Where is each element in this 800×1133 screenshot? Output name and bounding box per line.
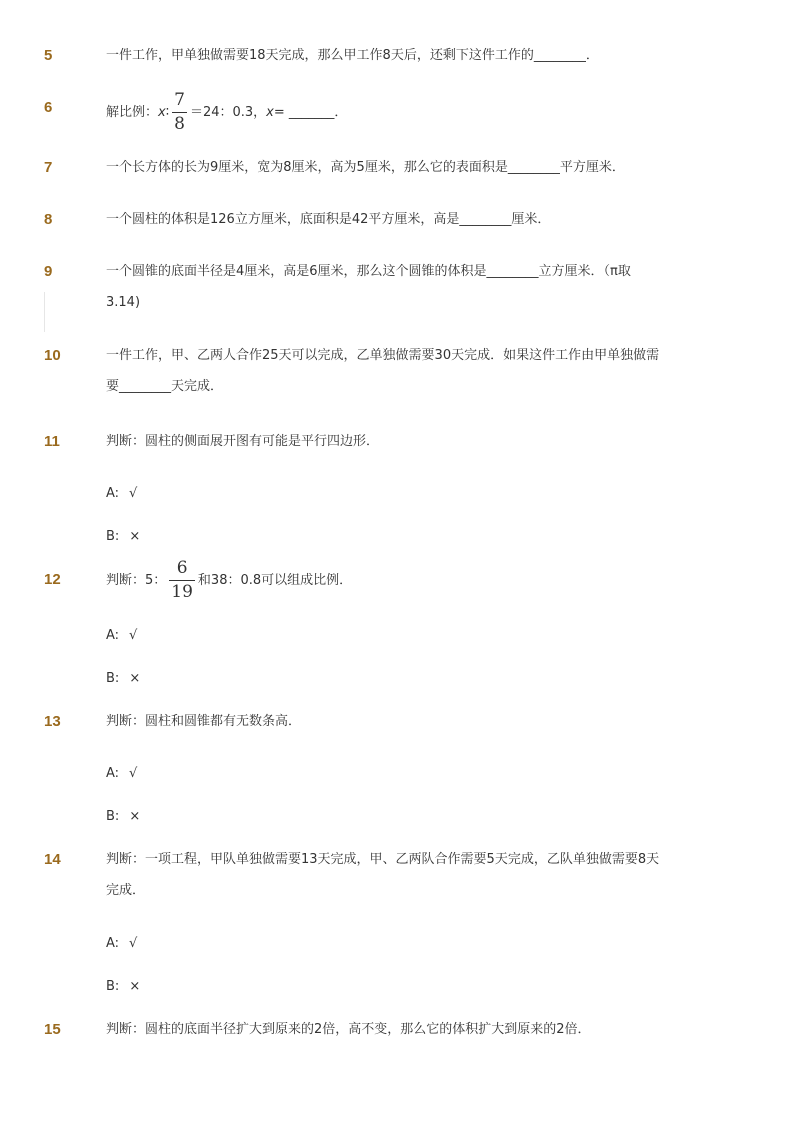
question-number: 7 bbox=[44, 159, 53, 176]
question-number: 10 bbox=[44, 347, 61, 364]
question-number: 11 bbox=[44, 433, 60, 450]
question-line: 判断：一项工程，甲队单独做需要13天完成，甲、乙两队合作需要5天完成，乙队单独做需要8天 bbox=[106, 852, 660, 867]
cross-mark: × bbox=[129, 671, 141, 686]
question-text: 判断：圆柱和圆锥都有无数条高． bbox=[106, 714, 302, 729]
option-b[interactable] bbox=[106, 527, 140, 547]
check-mark: √ bbox=[129, 628, 138, 643]
check-mark: √ bbox=[129, 936, 138, 951]
check-mark: √ bbox=[129, 766, 138, 781]
option-a[interactable] bbox=[106, 934, 137, 954]
option-b[interactable] bbox=[106, 669, 140, 689]
option-label: B: bbox=[106, 979, 120, 994]
option-a[interactable] bbox=[106, 764, 137, 784]
question-line: 要________天完成． bbox=[106, 379, 224, 394]
option-a[interactable] bbox=[106, 484, 137, 504]
question-text: 一个长方体的长为9厘米，宽为8厘米，高为5厘米，那么它的表面积是________平方厘米． bbox=[106, 160, 625, 175]
question-suffix: 和38：0.8可以组成比例． bbox=[197, 573, 353, 588]
question-number: 15 bbox=[44, 1021, 61, 1038]
question-prefix: 解比例： bbox=[106, 105, 159, 120]
fraction-denominator: 19 bbox=[171, 582, 193, 602]
question-number: 12 bbox=[44, 571, 61, 588]
question-line: 一个圆锥的底面半径是4厘米，高是6厘米，那么这个圆锥的体积是________立方厘米．（π取 bbox=[106, 264, 631, 279]
fraction-numerator: 7 bbox=[172, 92, 187, 113]
question-text: 判断：圆柱的底面半径扩大到原来的2倍，高不变，那么它的体积扩大到原来的2倍． bbox=[106, 1022, 591, 1037]
answer-blank: = _______． bbox=[273, 105, 348, 120]
cross-mark: × bbox=[129, 529, 141, 544]
option-label: A: bbox=[106, 766, 120, 781]
question-line: 完成． bbox=[106, 883, 146, 898]
option-label: A: bbox=[106, 936, 120, 951]
fraction bbox=[172, 92, 187, 133]
fraction bbox=[169, 560, 195, 601]
question-line: 一件工作，甲、乙两人合作25天可以完成，乙单独做需要30天完成．如果这件工作由甲单独做需 bbox=[106, 348, 660, 363]
question-text bbox=[106, 340, 716, 402]
option-b[interactable] bbox=[106, 807, 140, 827]
question-prefix: 判断：5： bbox=[106, 573, 167, 588]
fraction-numerator: 6 bbox=[169, 560, 195, 581]
option-label: B: bbox=[106, 671, 120, 686]
option-b[interactable] bbox=[106, 977, 140, 997]
cross-mark: × bbox=[129, 979, 141, 994]
variable-x: x bbox=[266, 105, 274, 120]
option-label: A: bbox=[106, 486, 120, 501]
cross-mark: × bbox=[129, 809, 141, 824]
option-a[interactable] bbox=[106, 626, 137, 646]
question-text bbox=[106, 844, 716, 906]
question-number: 8 bbox=[44, 211, 53, 228]
question-number: 14 bbox=[44, 851, 61, 868]
ratio-colon: ∶ bbox=[165, 105, 170, 120]
question-number: 13 bbox=[44, 713, 61, 730]
question-text: 判断：圆柱的侧面展开图有可能是平行四边形． bbox=[106, 434, 380, 449]
variable-x: x bbox=[158, 105, 166, 120]
question-text: 一个圆柱的体积是126立方厘米，底面积是42平方厘米，高是________厘米． bbox=[106, 212, 551, 227]
question-suffix: ＝24：0.3， bbox=[189, 105, 267, 120]
question-line: 3.14) bbox=[106, 295, 141, 310]
question-text bbox=[106, 92, 716, 133]
question-text: 一件工作，甲单独做需要18天完成，那么甲工作8天后，还剩下这件工作的________． bbox=[106, 48, 599, 63]
option-label: B: bbox=[106, 809, 120, 824]
question-text bbox=[106, 560, 716, 601]
question-text bbox=[106, 256, 716, 318]
option-label: A: bbox=[106, 628, 120, 643]
question-number: 9 bbox=[44, 263, 53, 280]
fraction-denominator: 8 bbox=[174, 114, 185, 134]
option-label: B: bbox=[106, 529, 120, 544]
question-number: 5 bbox=[44, 47, 53, 64]
margin-divider bbox=[44, 292, 45, 332]
question-number: 6 bbox=[44, 99, 53, 116]
check-mark: √ bbox=[129, 486, 138, 501]
